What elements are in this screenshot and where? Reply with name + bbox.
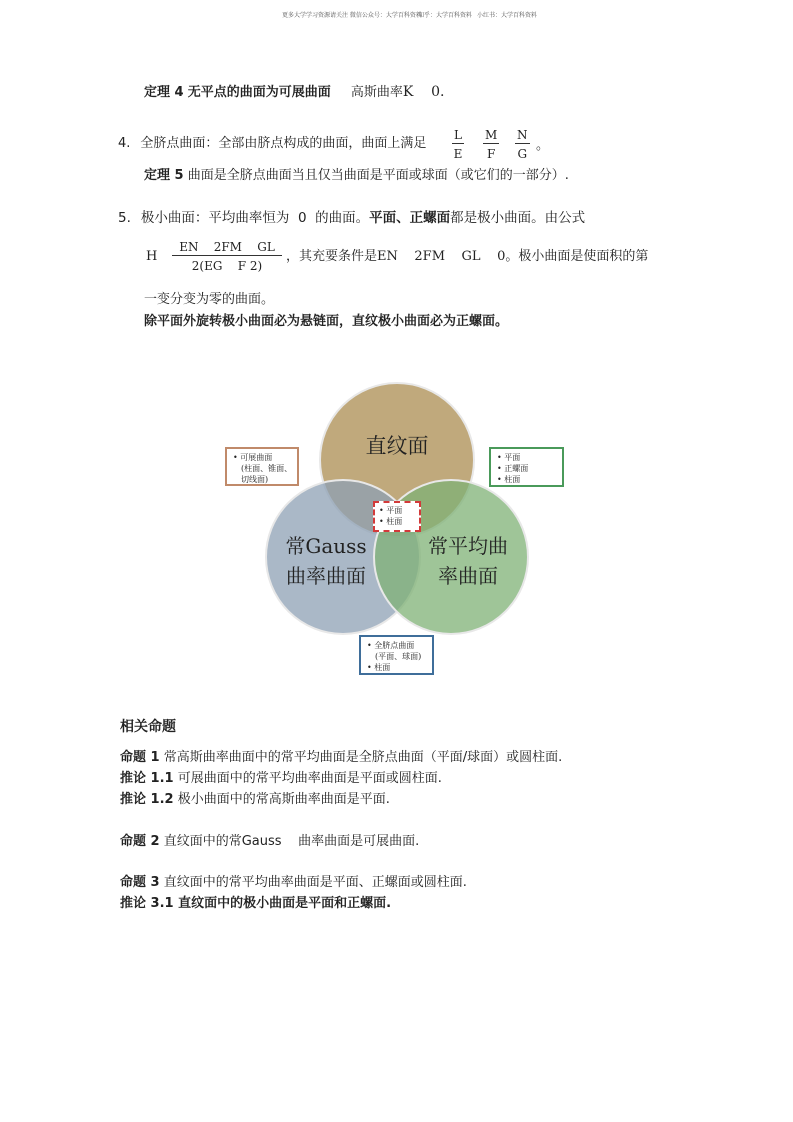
proposition-2 [120, 834, 419, 850]
item4-number: 4. [118, 136, 131, 151]
theorem4-statement: 无平点的曲面为可展曲面 [187, 85, 331, 100]
venn-box-developable-line3: 切线面) [241, 475, 269, 484]
item5-line3: 一变分变为零的曲面。 [144, 292, 275, 307]
venn-box-developable [225, 447, 299, 486]
corollary-1-1-label: 推论 1.1 [120, 771, 174, 786]
fraction-l-e-num: L [454, 128, 462, 142]
theorem4-condition: 高斯曲率 [350, 85, 403, 100]
proposition-2-label: 命题 2 [120, 834, 160, 849]
fraction-n-g-den: G [517, 147, 528, 161]
item5-cond-b: 。极小曲面是使面积的第 [505, 249, 649, 264]
fraction-l-e-den: E [453, 147, 463, 161]
corollary-3-1-text: 直纹面中的极小曲面是平面和正螺面. [178, 896, 392, 911]
proposition-2-text: 直纹面中的常Gauss 曲率曲面是可展曲面. [163, 834, 420, 849]
corollary-3-1 [120, 896, 391, 912]
corollary-1-1 [120, 771, 442, 787]
venn-box-umbilic [359, 635, 434, 675]
related-heading: 相关命题 [120, 719, 176, 735]
fraction-m-f-num: M [485, 128, 498, 142]
header-wechat: 更多大学学习资源请关注 微信公众号：大学百科资料 [282, 12, 422, 19]
proposition-1-label: 命题 1 [120, 750, 160, 765]
proposition-3-text: 直纹面中的常平均曲率曲面是平面、正螺面或圆柱面. [163, 875, 467, 890]
venn-box-ruled-mean [489, 447, 564, 487]
item5-text-b: 都是极小曲面。由公式 [450, 210, 586, 226]
venn-box-developable-line1: • 可展曲面 [233, 453, 273, 462]
item5-cond-a: ，其充要条件是 [286, 249, 378, 264]
venn-box-ruled-mean-line3: • 柱面 [497, 475, 521, 484]
mean-curvature-num: EN 2FM GL [172, 240, 282, 256]
header-zhihu: 知乎：大学百科资料 [418, 12, 473, 19]
theorem4-formula: K 0. [402, 84, 445, 100]
venn-label-gauss-1: 常Gauss [285, 534, 367, 558]
venn-box-umbilic-line2: (平面、球面) [375, 652, 422, 661]
mean-curvature-h: H [146, 249, 158, 264]
item5-number: 5. [118, 210, 131, 226]
theorem4-label: 定理 4 [144, 85, 184, 100]
proposition-1-text: 常高斯曲率曲面中的常平均曲面是全脐点曲面（平面/球面）或圆柱面. [163, 750, 563, 765]
item5-line4: 除平面外旋转极小曲面必为悬链面，直纹极小曲面必为正螺面。 [144, 314, 509, 329]
venn-label-mean-2: 率曲面 [438, 564, 498, 588]
mean-curvature-den: 2(EG F 2) [191, 259, 263, 273]
item5-text-a: 极小曲面：平均曲率恒为 0 的曲面。 [140, 210, 370, 226]
item4-text: 全脐点曲面：全部由脐点构成的曲面，曲面上满足 [140, 136, 427, 151]
venn-label-gauss-2: 曲率曲面 [286, 564, 366, 588]
venn-center-box [373, 501, 421, 532]
fraction-n-g-num: N [517, 128, 528, 142]
proposition-1 [120, 750, 562, 766]
item4-end: 。 [536, 138, 550, 153]
venn-box-ruled-mean-line1: • 平面 [497, 453, 521, 462]
corollary-1-2-text: 极小曲面中的常高斯曲率曲面是平面. [177, 792, 390, 807]
corollary-1-2 [120, 792, 390, 808]
venn-label-ruled: 直纹面 [365, 434, 429, 458]
venn-label-mean-1: 常平均曲 [428, 534, 508, 558]
venn-center-item-cylinder: • 柱面 [379, 517, 403, 526]
proposition-3-label: 命题 3 [120, 875, 160, 890]
fraction-m-f-den: F [486, 147, 496, 161]
venn-box-umbilic-line1: • 全脐点曲面 [367, 641, 415, 650]
theorem5-text: 曲面是全脐点曲面当且仅当曲面是平面或球面（或它们的一部分）. [187, 168, 569, 183]
corollary-1-2-label: 推论 1.2 [120, 792, 174, 807]
corollary-3-1-label: 推论 3.1 [120, 896, 174, 911]
header-xiaohongshu: 小红书：大学百科资料 [477, 12, 538, 19]
venn-center-item-plane: • 平面 [379, 506, 403, 515]
venn-box-umbilic-line3: • 柱面 [367, 663, 391, 672]
venn-box-ruled-mean-line2: • 正螺面 [497, 464, 529, 473]
item5-bold: 平面、正螺面 [369, 210, 451, 226]
venn-box-developable-line2: (柱面、锥面、 [241, 464, 293, 473]
corollary-1-1-text: 可展曲面中的常平均曲率曲面是平面或圆柱面. [177, 771, 442, 786]
proposition-3 [120, 875, 467, 891]
item5-cond-formula: EN 2FM GL 0 [377, 249, 506, 264]
theorem5-label: 定理 5 [144, 168, 184, 183]
